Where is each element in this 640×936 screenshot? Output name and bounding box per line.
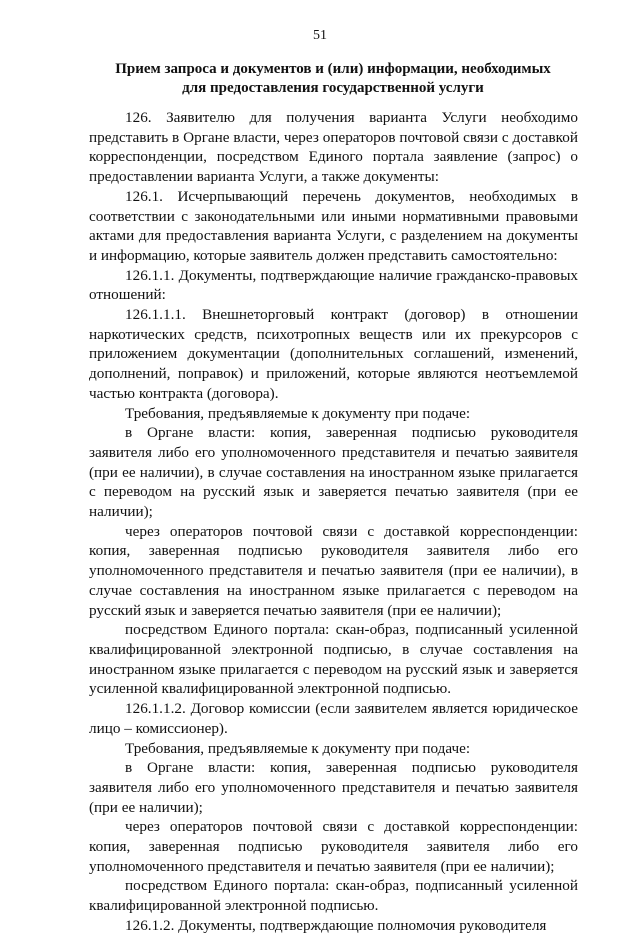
section-heading xyxy=(88,60,578,98)
paragraph-126-1-1-1: 126.1.1.1. Внешнеторговый контракт (договор) в отношении наркотических средств, психотропных веществ или их прекурсоров с приложением документации (дополнительных соглашений, изменений, дополнений, поправок) и приложений, которые являются неотъемлемой частью контракта (договора). xyxy=(89,306,578,402)
requirements-heading: Требования, предъявляемые к документу при подаче: xyxy=(125,739,471,757)
page-number: 51 xyxy=(313,28,327,43)
requirement-portal: посредством Единого портала: скан-образ, подписанный усиленной квалифицированной электронной подписью. xyxy=(89,877,578,915)
paragraph-126-1: 126.1. Исчерпывающий перечень документов, необходимых в соответствии с законодательными или иными нормативными правовыми актами для предоставления варианта Услуги, с разделением на документы и информацию, которые заявитель должен представить самостоятельно: xyxy=(89,187,578,264)
requirement-portal: посредством Единого портала: скан-образ, подписанный усиленной квалифицированной электронной подписью, в случае составления на иностранном языке прилагается с переводом на русский язык и заверяется усиленной квалифицированной электронной подписью. xyxy=(89,621,578,698)
requirements-heading: Требования, предъявляемые к документу при подаче: xyxy=(125,404,471,422)
requirement-authority: в Органе власти: копия, заверенная подписью руководителя заявителя либо его уполномоченного представителя и печатью заявителя (при ее наличии); xyxy=(89,759,578,816)
document-body xyxy=(89,108,578,936)
paragraph-126-1-1: 126.1.1. Документы, подтверждающие наличие гражданско-правовых отношений: xyxy=(89,266,578,304)
requirement-postal: через операторов почтовой связи с доставкой корреспонденции: копия, заверенная подписью руководителя заявителя либо его уполномоченного представителя и печатью заявителя (при ее наличии), в случае составления на иностранном языке прилагается с переводом на русский язык и заверяется печатью заявителя (при ее наличии); xyxy=(89,522,578,619)
paragraph-126: 126. Заявителю для получения варианта Услуги необходимо представить в Органе власти, через операторов почтовой связи с доставкой корреспонденции, посредством Единого портала заявление (запрос) о предоставлении варианта Услуги, а также документы: xyxy=(89,109,578,186)
requirement-postal: через операторов почтовой связи с доставкой корреспонденции: копия, заверенная подписью руководителя заявителя либо его уполномоченного представителя и печатью заявителя (при ее наличии); xyxy=(89,818,578,875)
section-heading-line-2: для предоставления государственной услуги xyxy=(182,80,484,96)
paragraph-126-1-2: 126.1.2. Документы, подтверждающие полномочия руководителя xyxy=(125,916,547,934)
paragraph-126-1-1-2: 126.1.1.2. Договор комиссии (если заявителем является юридическое лицо – комиссионер). xyxy=(89,700,578,737)
section-heading-line-1: Прием запроса и документов и (или) информации, необходимых xyxy=(115,61,551,77)
requirement-authority: в Органе власти: копия, заверенная подписью руководителя заявителя либо его уполномоченного представителя и печатью заявителя (при ее наличии), в случае составления на иностранном языке прилагается с переводом на русский язык и заверяется печатью заявителя (при ее наличии); xyxy=(89,424,578,521)
